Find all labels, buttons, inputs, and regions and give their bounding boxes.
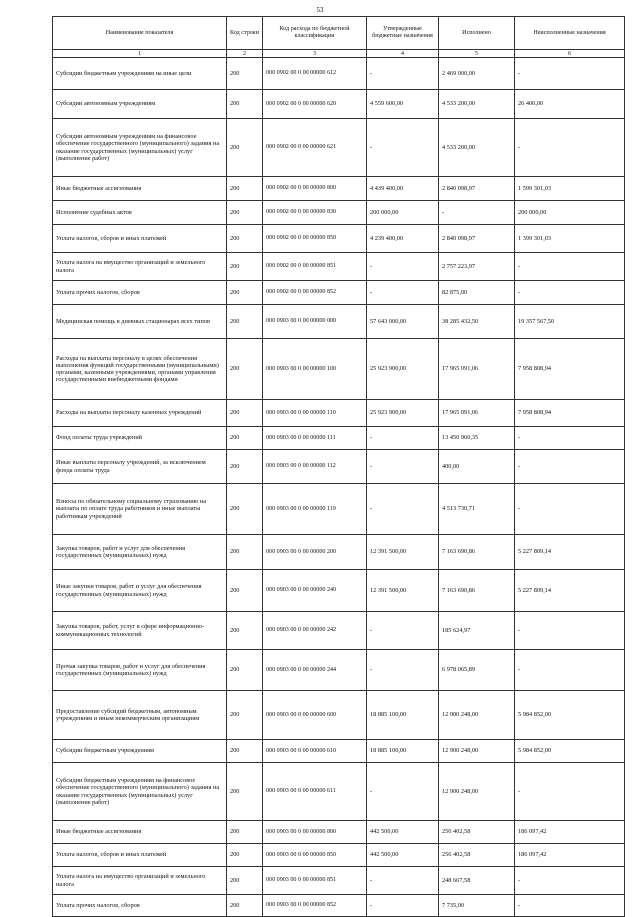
executed-amount-cell: 13 450 960,35	[439, 427, 515, 450]
unexecuted-amount-cell: -	[515, 427, 625, 450]
executed-amount-cell: 248 667,58	[439, 867, 515, 895]
line-code-cell: 200	[227, 177, 263, 201]
approved-amount-cell: -	[367, 763, 439, 821]
indicator-name-cell: Субсидии автономным учреждениям	[53, 90, 227, 119]
indicator-name-cell: Уплата прочих налогов, сборов	[53, 895, 227, 917]
line-code-cell: 200	[227, 201, 263, 225]
line-code-cell: 200	[227, 305, 263, 339]
table-row	[53, 650, 625, 691]
table-row	[53, 612, 625, 650]
table-row	[53, 535, 625, 570]
table-row	[53, 119, 625, 177]
table-row	[53, 844, 625, 867]
line-code-cell: 200	[227, 339, 263, 400]
budget-code-cell: 000 0903 00 0 00 00000 850	[263, 844, 367, 867]
executed-amount-cell: 12 900 248,00	[439, 740, 515, 763]
approved-amount-cell: 25 923 900,00	[367, 339, 439, 400]
approved-amount-cell: -	[367, 427, 439, 450]
budget-code-cell: 000 0902 00 0 00 00000 620	[263, 90, 367, 119]
unexecuted-amount-cell: -	[515, 650, 625, 691]
unexecuted-amount-cell: 200 000,00	[515, 201, 625, 225]
executed-amount-cell: 38 285 432,50	[439, 305, 515, 339]
unexecuted-amount-cell: 5 227 809,14	[515, 570, 625, 612]
unexecuted-amount-cell: -	[515, 281, 625, 305]
approved-amount-cell: -	[367, 650, 439, 691]
budget-code-cell: 000 0903 00 0 00 00000 240	[263, 570, 367, 612]
budget-code-cell: 000 0903 00 0 00 00000 244	[263, 650, 367, 691]
unexecuted-amount-cell: 5 984 852,00	[515, 691, 625, 740]
page-number: 53	[316, 6, 324, 14]
indicator-name-cell: Уплата налогов, сборов и иных платежей	[53, 844, 227, 867]
executed-amount-cell: 4 513 730,71	[439, 484, 515, 535]
budget-code-cell: 000 0902 00 0 00 00000 851	[263, 253, 367, 281]
line-code-cell: 200	[227, 535, 263, 570]
approved-amount-cell: 200 000,00	[367, 201, 439, 225]
table-row	[53, 253, 625, 281]
executed-amount-cell: 2 840 098,97	[439, 177, 515, 201]
approved-amount-cell: 25 923 900,00	[367, 400, 439, 427]
line-code-cell: 200	[227, 844, 263, 867]
approved-amount-cell: 18 885 100,00	[367, 740, 439, 763]
executed-amount-cell: 256 402,58	[439, 844, 515, 867]
column-number: 3	[263, 50, 367, 58]
line-code-cell: 200	[227, 740, 263, 763]
budget-code-cell: 000 0903 00 0 00 00000 610	[263, 740, 367, 763]
indicator-name-cell: Фонд оплаты труда учреждений	[53, 427, 227, 450]
line-code-cell: 200	[227, 570, 263, 612]
indicator-name-cell: Уплата налога на имущество организаций и земельного налога	[53, 253, 227, 281]
unexecuted-amount-cell: 19 357 567,50	[515, 305, 625, 339]
line-code-cell: 200	[227, 895, 263, 917]
indicator-name-cell: Расходы на выплаты персоналу казенных учреждений	[53, 400, 227, 427]
line-code-cell: 200	[227, 650, 263, 691]
table-row	[53, 177, 625, 201]
executed-amount-cell: 82 875,00	[439, 281, 515, 305]
budget-code-cell: 000 0902 00 0 00 00000 612	[263, 58, 367, 90]
approved-amount-cell: 12 391 500,00	[367, 535, 439, 570]
line-code-cell: 200	[227, 225, 263, 253]
line-code-cell: 200	[227, 90, 263, 119]
budget-code-cell: 000 0902 00 0 00 00000 850	[263, 225, 367, 253]
indicator-name-cell: Уплата налогов, сборов и иных платежей	[53, 225, 227, 253]
approved-amount-cell: 4 239 400,00	[367, 225, 439, 253]
table-header-row	[53, 17, 625, 50]
budget-code-cell: 000 0903 00 0 00 00000 200	[263, 535, 367, 570]
budget-code-cell: 000 0903 00 0 00 00000 110	[263, 400, 367, 427]
table-row	[53, 570, 625, 612]
approved-amount-cell: -	[367, 895, 439, 917]
approved-amount-cell: 442 500,00	[367, 821, 439, 844]
unexecuted-amount-cell: 5 984 852,00	[515, 740, 625, 763]
budget-code-cell: 000 0903 00 0 00 00000 100	[263, 339, 367, 400]
unexecuted-amount-cell: 26 400,00	[515, 90, 625, 119]
approved-amount-cell: 57 643 000,00	[367, 305, 439, 339]
table-row	[53, 225, 625, 253]
budget-code-cell: 000 0903 00 0 00 00000 111	[263, 427, 367, 450]
table-row	[53, 691, 625, 740]
indicator-name-cell: Расходы на выплаты персоналу в целях обеспечения выполнения функций государственными (муниципальными) органами, казенными учреждениями, органами управления государственными внебюджетными фондами	[53, 339, 227, 400]
table-row	[53, 90, 625, 119]
indicator-name-cell: Прочая закупка товаров, работ и услуг для обеспечения государственных (муниципальных) нужд	[53, 650, 227, 691]
table-row	[53, 281, 625, 305]
approved-amount-cell: -	[367, 867, 439, 895]
unexecuted-amount-cell: 186 097,42	[515, 844, 625, 867]
executed-amount-cell: -	[439, 201, 515, 225]
executed-amount-cell: 256 402,58	[439, 821, 515, 844]
indicator-name-cell: Закупка товаров, работ и услуг для обеспечения государственных (муниципальных) нужд	[53, 535, 227, 570]
budget-code-cell: 000 0902 00 0 00 00000 830	[263, 201, 367, 225]
line-code-cell: 200	[227, 253, 263, 281]
budget-code-cell: 000 0903 00 0 00 00000 851	[263, 867, 367, 895]
unexecuted-amount-cell: -	[515, 450, 625, 484]
budget-code-cell: 000 0903 00 0 00 00000 600	[263, 691, 367, 740]
unexecuted-amount-cell: -	[515, 895, 625, 917]
indicator-name-cell: Уплата прочих налогов, сборов	[53, 281, 227, 305]
unexecuted-amount-cell: -	[515, 612, 625, 650]
indicator-name-cell: Иные выплаты персоналу учреждений, за исключением фонда оплаты труда	[53, 450, 227, 484]
line-code-cell: 200	[227, 763, 263, 821]
budget-code-cell: 000 0903 00 0 00 00000 800	[263, 821, 367, 844]
approved-amount-cell: -	[367, 253, 439, 281]
table-row	[53, 484, 625, 535]
table-row	[53, 450, 625, 484]
line-code-cell: 200	[227, 612, 263, 650]
unexecuted-amount-cell: 7 958 808,94	[515, 400, 625, 427]
unexecuted-amount-cell: 5 227 809,14	[515, 535, 625, 570]
indicator-name-cell: Исполнение судебных актов	[53, 201, 227, 225]
header-indicator-name: Наименование показателя	[53, 17, 227, 50]
budget-execution-table	[52, 16, 625, 917]
executed-amount-cell: 4 533 200,00	[439, 90, 515, 119]
column-number: 4	[367, 50, 439, 58]
unexecuted-amount-cell: -	[515, 58, 625, 90]
table-body	[53, 58, 625, 917]
column-number: 2	[227, 50, 263, 58]
indicator-name-cell: Иные бюджетные ассигнования	[53, 821, 227, 844]
line-code-cell: 200	[227, 119, 263, 177]
line-code-cell: 200	[227, 400, 263, 427]
executed-amount-cell: 6 978 065,89	[439, 650, 515, 691]
executed-amount-cell: 12 900 248,00	[439, 691, 515, 740]
indicator-name-cell: Иные бюджетные ассигнования	[53, 177, 227, 201]
approved-amount-cell: 442 500,00	[367, 844, 439, 867]
indicator-name-cell: Субсидии автономным учреждениям на финансовое обеспечение государственного (муниципального) задания на оказание государственных (муниципальных) услуг (выполнение работ)	[53, 119, 227, 177]
table-row	[53, 201, 625, 225]
executed-amount-cell: 2 469 000,00	[439, 58, 515, 90]
indicator-name-cell: Медицинская помощь в дневных стационарах всех типов	[53, 305, 227, 339]
line-code-cell: 200	[227, 691, 263, 740]
approved-amount-cell: -	[367, 612, 439, 650]
approved-amount-cell: 12 391 500,00	[367, 570, 439, 612]
approved-amount-cell: 4 559 600,00	[367, 90, 439, 119]
approved-amount-cell: -	[367, 58, 439, 90]
header-budget-code: Код расхода по бюджетной классификации	[263, 17, 367, 50]
indicator-name-cell: Субсидии бюджетным учреждениям на иные цели	[53, 58, 227, 90]
table-row	[53, 427, 625, 450]
budget-code-cell: 000 0902 00 0 00 00000 621	[263, 119, 367, 177]
header-executed: Исполнено	[439, 17, 515, 50]
executed-amount-cell: 7 163 690,86	[439, 570, 515, 612]
column-number-row	[53, 50, 625, 58]
approved-amount-cell: 4 439 400,00	[367, 177, 439, 201]
column-number: 6	[515, 50, 625, 58]
column-number: 5	[439, 50, 515, 58]
executed-amount-cell: 17 965 091,06	[439, 339, 515, 400]
table-row	[53, 339, 625, 400]
budget-code-cell: 000 0903 00 0 00 00000 119	[263, 484, 367, 535]
budget-code-cell: 000 0903 00 0 00 00000 242	[263, 612, 367, 650]
budget-code-cell: 000 0903 00 0 00 00000 112	[263, 450, 367, 484]
unexecuted-amount-cell: 7 958 808,94	[515, 339, 625, 400]
table-row	[53, 895, 625, 917]
unexecuted-amount-cell: -	[515, 484, 625, 535]
header-line-code: Код строки	[227, 17, 263, 50]
executed-amount-cell: 4 533 200,00	[439, 119, 515, 177]
budget-code-cell: 000 0903 00 0 00 00000 000	[263, 305, 367, 339]
unexecuted-amount-cell: 1 599 301,03	[515, 177, 625, 201]
executed-amount-cell: 12 900 248,00	[439, 763, 515, 821]
line-code-cell: 200	[227, 821, 263, 844]
table-row	[53, 305, 625, 339]
header-approved: Утвержденные бюджетные назначения	[367, 17, 439, 50]
table-row	[53, 763, 625, 821]
unexecuted-amount-cell: -	[515, 253, 625, 281]
line-code-cell: 200	[227, 867, 263, 895]
executed-amount-cell: 185 624,97	[439, 612, 515, 650]
budget-code-cell: 000 0902 00 0 00 00000 800	[263, 177, 367, 201]
line-code-cell: 200	[227, 484, 263, 535]
indicator-name-cell: Субсидии бюджетным учреждениям на финансовое обеспечение государственного (муниципального) задания на оказание государственных (муниципальных) услуг (выполнение работ)	[53, 763, 227, 821]
budget-code-cell: 000 0903 00 0 00 00000 852	[263, 895, 367, 917]
approved-amount-cell: -	[367, 281, 439, 305]
unexecuted-amount-cell: -	[515, 763, 625, 821]
approved-amount-cell: 18 885 100,00	[367, 691, 439, 740]
indicator-name-cell: Взносы по обязательному социальному страхованию на выплаты по оплате труда работников и иные выплаты работникам учреждений	[53, 484, 227, 535]
approved-amount-cell: -	[367, 119, 439, 177]
executed-amount-cell: 7 735,00	[439, 895, 515, 917]
header-unexecuted: Неисполненные назначения	[515, 17, 625, 50]
indicator-name-cell: Предоставление субсидий бюджетным, автономным учреждениям и иным некоммерческим организациям	[53, 691, 227, 740]
table-row	[53, 400, 625, 427]
unexecuted-amount-cell: 186 097,42	[515, 821, 625, 844]
executed-amount-cell: 7 163 690,86	[439, 535, 515, 570]
table-row	[53, 740, 625, 763]
line-code-cell: 200	[227, 58, 263, 90]
executed-amount-cell: 2 757 223,97	[439, 253, 515, 281]
approved-amount-cell: -	[367, 450, 439, 484]
line-code-cell: 200	[227, 450, 263, 484]
column-number: 1	[53, 50, 227, 58]
indicator-name-cell: Закупка товаров, работ, услуг в сфере информационно-коммуникационных технологий	[53, 612, 227, 650]
executed-amount-cell: 400,00	[439, 450, 515, 484]
line-code-cell: 200	[227, 281, 263, 305]
indicator-name-cell: Уплата налога на имущество организаций и земельного налога	[53, 867, 227, 895]
indicator-name-cell: Иные закупки товаров, работ и услуг для обеспечения государственных (муниципальных) нужд	[53, 570, 227, 612]
budget-code-cell: 000 0903 00 0 00 00000 611	[263, 763, 367, 821]
executed-amount-cell: 17 965 091,06	[439, 400, 515, 427]
unexecuted-amount-cell: -	[515, 867, 625, 895]
indicator-name-cell: Субсидии бюджетным учреждениям	[53, 740, 227, 763]
table-row	[53, 867, 625, 895]
budget-code-cell: 000 0902 00 0 00 00000 852	[263, 281, 367, 305]
unexecuted-amount-cell: -	[515, 119, 625, 177]
approved-amount-cell: -	[367, 484, 439, 535]
table-row	[53, 821, 625, 844]
table-row	[53, 58, 625, 90]
line-code-cell: 200	[227, 427, 263, 450]
unexecuted-amount-cell: 1 399 301,03	[515, 225, 625, 253]
executed-amount-cell: 2 840 098,97	[439, 225, 515, 253]
